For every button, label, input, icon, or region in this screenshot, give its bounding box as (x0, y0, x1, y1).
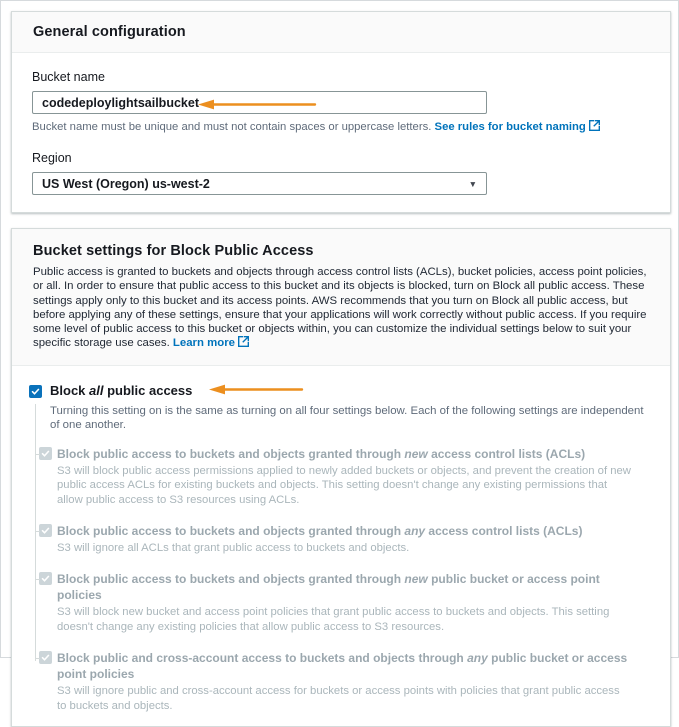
bucket-name-input-wrap (32, 91, 487, 114)
block-public-access-card (11, 228, 671, 727)
sub-setting-title (57, 523, 582, 539)
block-public-access-title: Bucket settings for Block Public Access (33, 243, 314, 259)
sub-setting-description: S3 will block public access permissions applied to newly added buckets or objects, and prevent the creation of new public access ACLs for existing buckets and objects. This setting doesn't change any existing permissions that allow public access to S3 resources using ACLs. (57, 464, 631, 506)
region-select-value: US West (Oregon) us-west-2 (42, 176, 210, 191)
title-em: new (404, 446, 428, 461)
block-new-acls-checkbox-disabled (39, 447, 52, 460)
region-select[interactable] (32, 172, 487, 195)
bucket-name-input[interactable] (32, 91, 487, 114)
block-all-public-access-checkbox[interactable] (29, 385, 42, 398)
block-public-access-description (33, 265, 650, 352)
external-link-icon (238, 336, 249, 351)
learn-more-link[interactable]: Learn more (172, 337, 235, 350)
title-post: public bucket or access point policies (57, 572, 600, 603)
title-em: any (467, 651, 488, 666)
sub-setting-block-cross-account (29, 650, 650, 713)
title-pre: Block public access to buckets and objects granted through (57, 446, 405, 461)
title-em: any (404, 524, 426, 538)
sub-setting-description: S3 will ignore public and cross-account access for buckets or access points with policies that grant public access to buckets and objects. (57, 685, 620, 712)
chevron-down-icon: ▼ (468, 178, 477, 189)
check-icon (41, 449, 50, 458)
block-public-access-sub-settings (29, 446, 650, 713)
external-link-icon (589, 120, 600, 135)
block-public-access-tree (29, 404, 650, 713)
region-field (32, 151, 650, 195)
title-pre: Block public access to buckets and objects granted through (57, 524, 405, 538)
label-pre: Block (50, 383, 90, 399)
sub-setting-description: S3 will ignore all ACLs that grant public access to buckets and objects. (57, 542, 410, 554)
title-em: new (404, 572, 428, 587)
general-configuration-header (12, 12, 670, 53)
bucket-name-help-text (32, 120, 650, 135)
title-pre: Block public access to buckets and objects granted through (57, 572, 405, 587)
block-all-public-access-description: Turning this setting on is the same as turning on all four settings below. Each of the following settings are independent of one another. (50, 404, 644, 431)
bucket-name-label: Bucket name (32, 70, 105, 84)
check-icon (41, 526, 50, 535)
label-em: all (89, 383, 104, 399)
check-icon (41, 653, 50, 662)
general-configuration-title: General configuration (33, 24, 186, 40)
block-public-access-description-text: Public access is granted to buckets and objects through access control lists (ACLs), bucket policies, access point policies, or all. In order to ensure that public access to this bucket and its objects is blocked, turn on Block all public access. These settings apply only to this bucket and its access points. AWS recommends that you turn on Block all public access, but before applying any of these settings, ensure that your applications will work correctly without public access. If you require some level of public access to this bucket or objects within, you can customize the individual settings below to suit your specific storage use cases. (33, 266, 647, 350)
block-cross-account-checkbox-disabled (39, 651, 52, 664)
region-label: Region (32, 151, 72, 165)
title-post: access control lists (ACLs) (427, 446, 586, 461)
title-post: access control lists (ACLs) (425, 524, 583, 538)
check-icon (31, 387, 40, 396)
title-post: public bucket or access point policies (57, 651, 628, 682)
sub-setting-title (57, 446, 632, 462)
sub-setting-block-new-acls (29, 446, 650, 507)
title-pre: Block public and cross-account access to buckets and objects through (57, 651, 468, 666)
block-any-acls-checkbox-disabled (39, 524, 52, 537)
sub-setting-description: S3 will block new bucket and access point policies that grant public access to buckets and objects. This setting doesn't change any existing policies that allow public access to S3 resources. (57, 606, 610, 633)
check-icon (41, 574, 50, 583)
bucket-naming-rules-link[interactable]: See rules for bucket naming (434, 121, 586, 133)
bucket-name-help-label: Bucket name must be unique and must not contain spaces or uppercase letters. (32, 121, 435, 133)
sub-setting-block-new-policies (29, 571, 650, 634)
sub-setting-title (57, 571, 632, 603)
general-configuration-body (12, 53, 670, 212)
sub-setting-title (57, 650, 632, 682)
block-public-access-body (12, 366, 670, 726)
block-new-policies-checkbox-disabled (39, 572, 52, 585)
block-all-public-access-label (50, 383, 192, 398)
block-public-access-header (12, 229, 670, 366)
block-all-public-access-row (29, 382, 650, 400)
label-post: public access (103, 383, 193, 399)
block-all-annotation-arrow (208, 382, 304, 400)
general-configuration-card (11, 11, 671, 213)
sub-setting-block-any-acls (29, 523, 650, 555)
